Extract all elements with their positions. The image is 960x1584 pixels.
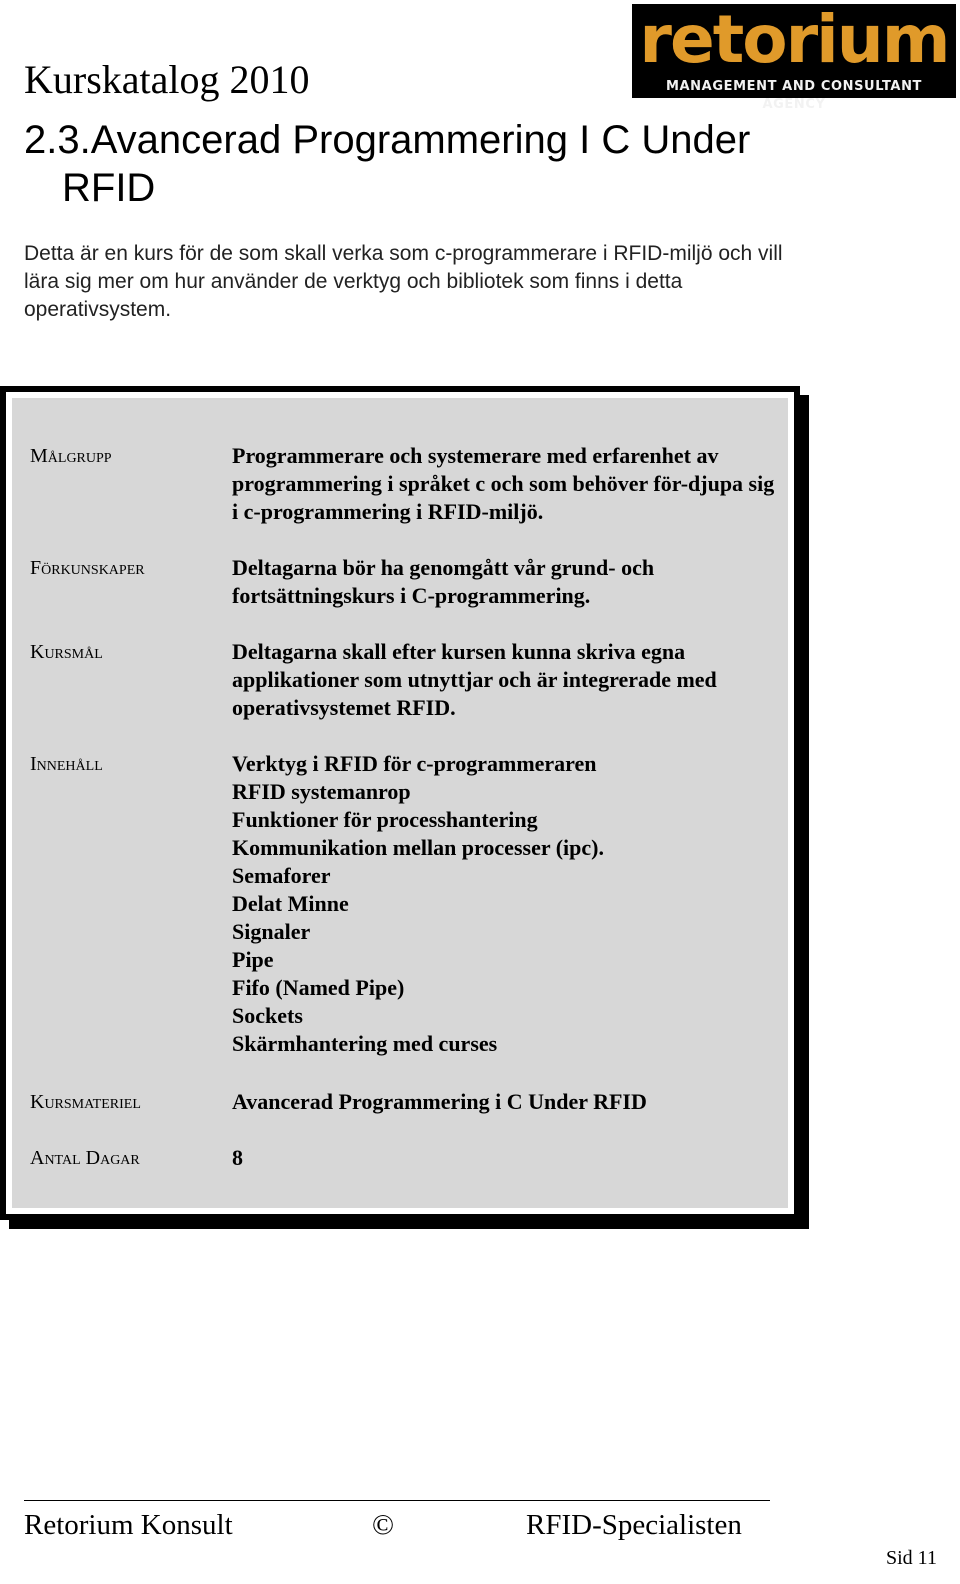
course-intro: Detta är en kurs för de som skall verka som c-programmerare i RFID-miljö och vill lära sig mer om hur använder de verktyg och bibliotek som finns i detta operativsystem. — [24, 242, 783, 321]
retorium-logo — [632, 1, 956, 112]
page-number: Sid 11 — [886, 1547, 937, 1569]
content-item: Verktyg i RFID för c-programmeraren — [232, 751, 597, 776]
target-group-value: Programmerare och systemerare med erfarenhet av programmering i språket c och som behöver för-djupa sig i c-programmering i RFID-miljö. — [232, 443, 775, 524]
logo-tagline: MANAGEMENT AND CONSULTANT AGENCY — [665, 79, 923, 112]
target-group-label: Målgrupp — [30, 445, 112, 467]
logo-wordmark: retorium — [639, 1, 949, 78]
material-value: Avancerad Programmering i C Under RFID — [232, 1089, 647, 1114]
footer-specialist: RFID-Specialisten — [526, 1509, 742, 1541]
content-item: Funktioner för processhantering — [232, 807, 538, 832]
section-number: 2.3. — [24, 118, 91, 162]
content-item: Semaforer — [232, 863, 331, 888]
catalog-title: Kurskatalog 2010 — [24, 57, 310, 102]
content-label: Innehåll — [30, 753, 103, 775]
footer-company: Retorium Konsult — [24, 1509, 233, 1541]
content-item: Fifo (Named Pipe) — [232, 975, 405, 1000]
section-title-line1: Avancerad Programmering I C Under — [90, 118, 751, 162]
goal-value: Deltagarna skall efter kursen kunna skriva egna applikationer som utnyttjar och är integrerade med operativsystemet RFID. — [232, 639, 717, 720]
content-list — [232, 750, 784, 1058]
content-item: Delat Minne — [232, 891, 349, 916]
course-info-panel — [12, 398, 788, 1208]
copyright-symbol: © — [372, 1509, 395, 1541]
days-value: 8 — [232, 1145, 243, 1170]
content-item: RFID systemanrop — [232, 779, 411, 804]
section-heading — [24, 116, 784, 212]
course-info-box — [0, 386, 800, 1220]
content-item: Kommunikation mellan processer (ipc). — [232, 835, 604, 860]
prerequisites-label: Förkunskaper — [30, 557, 145, 579]
content-item: Signaler — [232, 919, 311, 944]
content-item: Skärmhantering med curses — [232, 1031, 498, 1056]
section-title-line2: RFID — [62, 166, 156, 210]
content-item: Sockets — [232, 1003, 303, 1028]
footer-divider — [24, 1500, 770, 1501]
material-label: Kursmateriel — [30, 1091, 141, 1113]
content-item: Pipe — [232, 947, 274, 972]
prerequisites-value: Deltagarna bör ha genomgått vår grund- och fortsättningskurs i C-programmering. — [232, 555, 655, 608]
goal-label: Kursmål — [30, 641, 103, 663]
days-label: Antal Dagar — [30, 1147, 140, 1169]
content-value — [232, 750, 784, 1058]
